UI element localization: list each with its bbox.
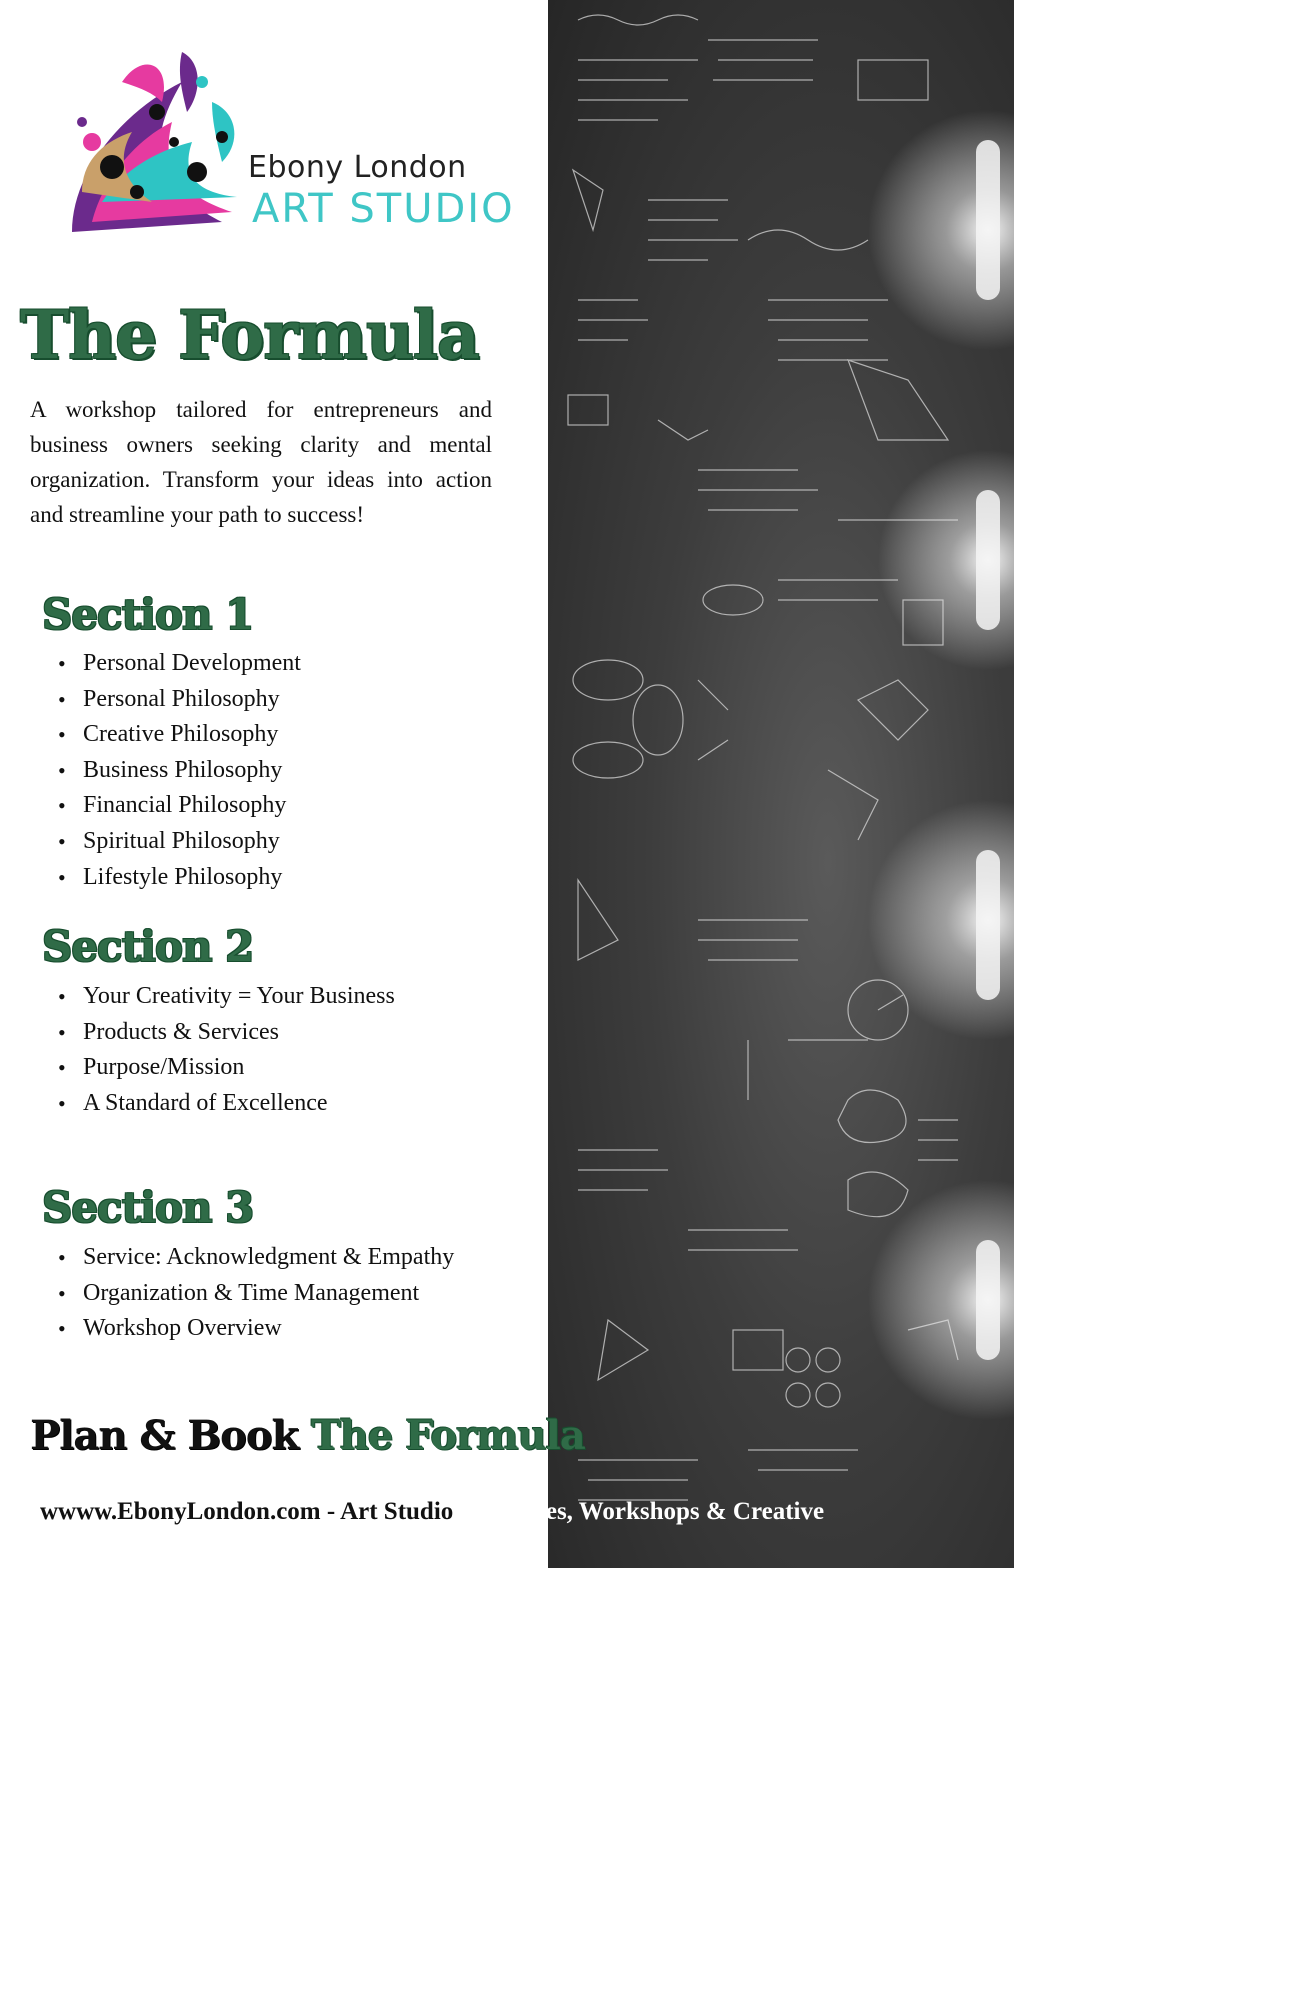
section-3-heading: Section 3 <box>42 1183 254 1232</box>
brand-subtitle: ART STUDIO <box>252 186 515 232</box>
list-item: • Financial Philosophy <box>58 788 301 824</box>
page-title: The Formula <box>20 296 479 374</box>
list-item: • Personal Development <box>58 646 301 682</box>
paint-splash-logo-icon <box>62 42 262 252</box>
cta-plan-book: Plan & Book <box>30 1412 299 1459</box>
list-item: • Purpose/Mission <box>58 1050 395 1086</box>
list-item: • Service: Acknowledgment & Empathy <box>58 1240 454 1276</box>
section-2-list <box>58 979 395 1121</box>
section-1-list <box>58 646 301 895</box>
section-1-heading: Section 1 <box>42 590 254 639</box>
list-item: • Products & Services <box>58 1015 395 1051</box>
section-3-list <box>58 1240 454 1347</box>
chalkboard-image <box>548 0 1014 1568</box>
footer-website: wwww.EbonyLondon.com - Art Studio <box>40 1498 454 1525</box>
cta-the-formula: The Formula <box>311 1412 585 1459</box>
list-item: • A Standard of Excellence <box>58 1086 395 1122</box>
list-item: • Workshop Overview <box>58 1311 454 1347</box>
list-item: • Spiritual Philosophy <box>58 824 301 860</box>
chalkboard-illustration <box>548 0 1014 1568</box>
list-item: • Lifestyle Philosophy <box>58 860 301 896</box>
section-2-heading: Section 2 <box>42 922 254 971</box>
list-item: • Personal Philosophy <box>58 682 301 718</box>
list-item: • Organization & Time Management <box>58 1276 454 1312</box>
list-item: • Creative Philosophy <box>58 717 301 753</box>
intro-paragraph: A workshop tailored for entrepreneurs and business owners seeking clarity and mental organization. Transform your ideas into action and streamline your path to success! <box>30 397 492 527</box>
footer <box>40 1498 824 1526</box>
list-item: • Business Philosophy <box>58 753 301 789</box>
list-item: • Your Creativity = Your Business <box>58 979 395 1015</box>
brand-name: Ebony London <box>248 150 467 185</box>
footer-tagline: - Lectures, Workshops & Creative <box>453 1498 825 1525</box>
call-to-action <box>30 1412 585 1459</box>
